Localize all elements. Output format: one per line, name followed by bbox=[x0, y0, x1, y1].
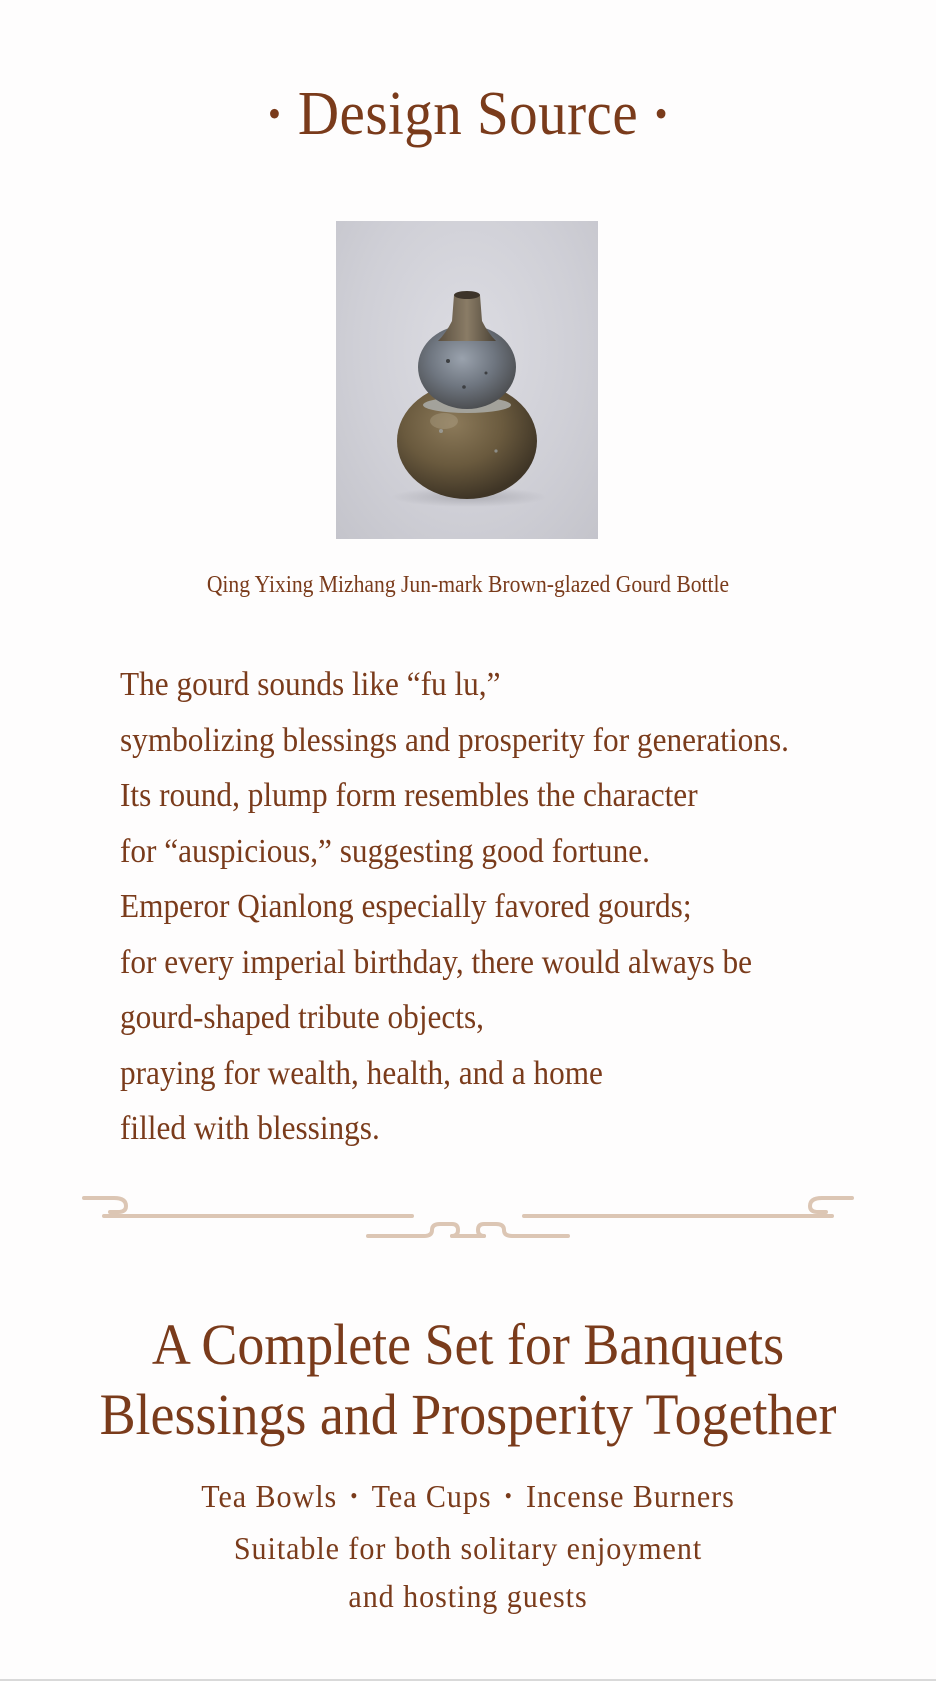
description-line: for “auspicious,” suggesting good fortune. bbox=[120, 832, 650, 870]
title-bullet-left: • bbox=[267, 90, 282, 136]
section-title bbox=[37, 74, 898, 160]
product-item-tea-bowls: Tea Bowls bbox=[201, 1478, 338, 1514]
tagline-line-2: and hosting guests bbox=[348, 1578, 588, 1614]
product-item-incense-burners: Incense Burners bbox=[526, 1478, 735, 1514]
cloud-scroll-divider-icon bbox=[80, 1188, 856, 1248]
description-line: gourd-shaped tribute objects, bbox=[120, 999, 484, 1036]
description-line: symbolizing blessings and prosperity for generations. bbox=[120, 721, 789, 759]
description-line: Its round, plump form resembles the character bbox=[120, 777, 698, 814]
headline-line-1: A Complete Set for Banquets bbox=[151, 1312, 785, 1377]
description-line: praying for wealth, health, and a home bbox=[120, 1054, 603, 1092]
product-item-tea-cups: Tea Cups bbox=[371, 1478, 492, 1514]
tagline-line-1: Suitable for both solitary enjoyment bbox=[233, 1530, 703, 1566]
headline-line-2: Blessings and Prosperity Together bbox=[99, 1382, 837, 1447]
description-line: The gourd sounds like “fu lu,” bbox=[120, 666, 501, 703]
headline bbox=[33, 1310, 903, 1450]
cloud-scroll-divider bbox=[80, 1188, 856, 1248]
description-line: filled with blessings. bbox=[120, 1110, 380, 1147]
gourd-bottle-photo bbox=[336, 221, 598, 539]
product-list bbox=[28, 1472, 908, 1620]
product-separator: • bbox=[350, 1483, 359, 1508]
description-line: for every imperial birthday, there would always be bbox=[120, 943, 753, 981]
product-items bbox=[28, 1472, 908, 1524]
description-line: Emperor Qianlong especially favored gourds; bbox=[120, 888, 692, 925]
title-bullet-right: • bbox=[654, 90, 669, 136]
gourd-bottle-icon bbox=[336, 221, 598, 539]
artifact-caption: Qing Yixing Mizhang Jun-mark Brown-glazed Gourd Bottle bbox=[206, 572, 730, 598]
description-paragraph bbox=[120, 657, 838, 1157]
product-separator: • bbox=[504, 1483, 513, 1508]
section-title-text: Design Source bbox=[297, 80, 639, 148]
